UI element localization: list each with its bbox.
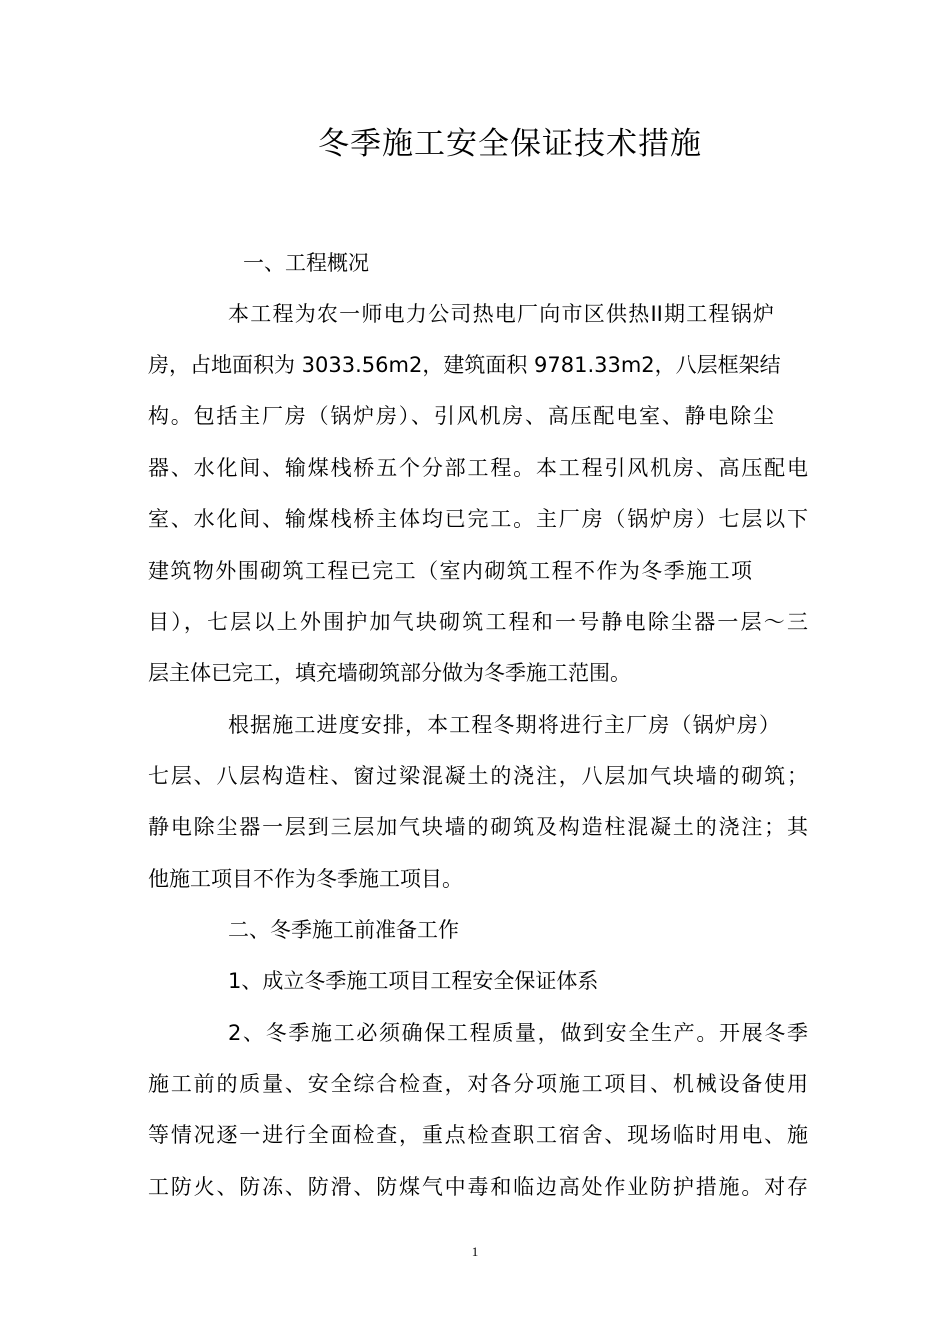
paragraph-line: 根据施工进度安排，本工程冬期将进行主厂房（锅炉房） — [228, 713, 780, 737]
paragraph-line: 房，占地面积为 3033.56m2，建筑面积 9781.33m2，八层框架结 — [148, 353, 781, 377]
paragraph-line: 室、水化间、输煤栈桥主体均已完工。主厂房（锅炉房）七层以下 — [148, 507, 808, 531]
paragraph-line: 层主体已完工，填充墙砌筑部分做为冬季施工范围。 — [148, 661, 631, 685]
paragraph-line: 本工程为农一师电力公司热电厂向市区供热II期工程锅炉 — [228, 302, 774, 326]
paragraph-line: 等情况逐一进行全面检查，重点检查职工宿舍、现场临时用电、施 — [148, 1123, 808, 1147]
paragraph-line: 他施工项目不作为冬季施工项目。 — [148, 867, 463, 891]
paragraph-line: 器、水化间、输煤栈桥五个分部工程。本工程引风机房、高压配电 — [148, 456, 808, 480]
document-title: 冬季施工安全保证技术措施 — [318, 126, 702, 162]
paragraph-line: 施工前的质量、安全综合检查，对各分项施工项目、机械设备使用 — [148, 1072, 808, 1096]
paragraph-line: 建筑物外围砌筑工程已完工（室内砌筑工程不作为冬季施工项 — [148, 559, 752, 583]
paragraph-line: 静电除尘器一层到三层加气块墙的砌筑及构造柱混凝土的浇注；其 — [148, 815, 808, 839]
list-item-safety-system: 1、成立冬季施工项目工程安全保证体系 — [228, 969, 599, 993]
page-number: 1 — [471, 1244, 479, 1259]
paragraph-line: 构。包括主厂房（锅炉房）、引风机房、高压配电室、静电除尘 — [148, 404, 774, 428]
paragraph-line: 目），七层以上外围护加气块砌筑工程和一号静电除尘器一层～三 — [148, 610, 808, 634]
paragraph-line: 工防火、防冻、防滑、防煤气中毒和临边高处作业防护措施。对存 — [148, 1175, 808, 1199]
section-heading-preparation: 二、冬季施工前准备工作 — [228, 918, 459, 942]
paragraph-line: 2、冬季施工必须确保工程质量，做到安全生产。开展冬季 — [228, 1021, 808, 1045]
paragraph-line: 七层、八层构造柱、窗过梁混凝土的浇注，八层加气块墙的砌筑； — [148, 764, 808, 788]
section-heading-overview: 一、工程概况 — [243, 251, 369, 275]
